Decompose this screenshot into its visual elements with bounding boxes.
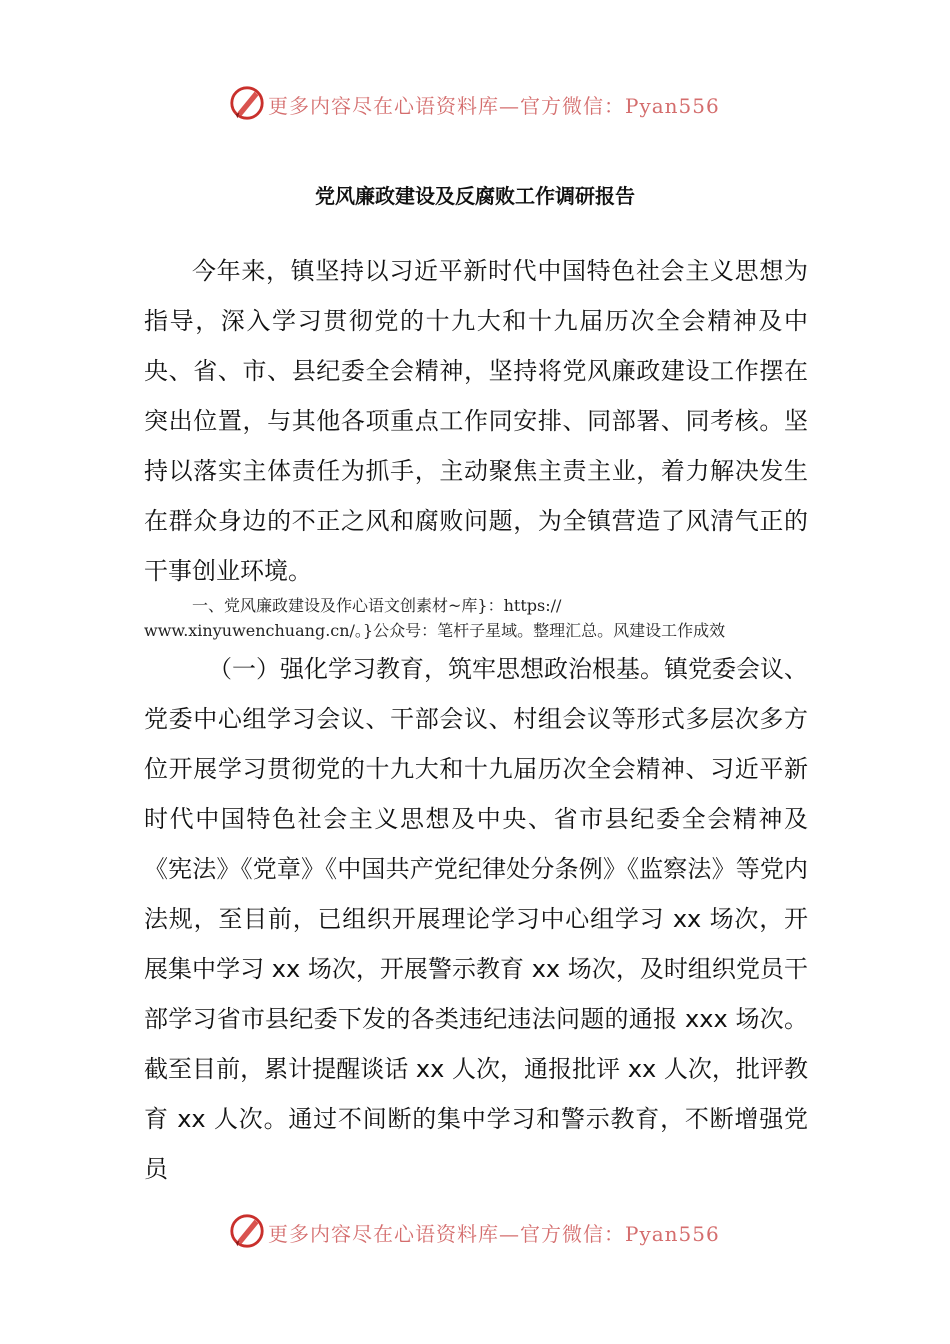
document-title: 党风廉政建设及反腐败工作调研报告: [315, 184, 635, 208]
pen-logo-icon: [228, 84, 266, 122]
banner-text: 更多内容尽在心语资料库—官方微信：Pyan556: [268, 1222, 720, 1246]
source-note-line-1: 一、党风廉政建设及作心语文创素材~库}：https://: [192, 596, 562, 615]
paragraph-intro: 今年来，镇坚持以习近平新时代中国特色社会主义思想为指导，深入学习贯彻党的十九大和十九届历次全会精神及中央、省、市、县纪委全会精神，坚持将党风廉政建设工作摆在突出位置，与其他各项重点工作同安排、同部署、同考核。坚持以落实主体责任为抓手，主动聚焦主责主业，着力解决发生在群众身边的不正之风和腐败问题，为全镇营造了风清气正的干事创业环境。: [144, 257, 808, 585]
header-watermark-banner: [0, 82, 950, 126]
footer-watermark-banner: [0, 1210, 950, 1254]
source-note: [144, 593, 814, 643]
paragraph-study-education: （一）强化学习教育，筑牢思想政治根基。镇党委会议、党委中心组学习会议、干部会议、村组会议等形式多层次多方位开展学习贯彻党的十九大和十九届历次全会精神、习近平新时代中国特色社会主义思想及中央、省市县纪委全会精神及《宪法》《党章》《中国共产党纪律处分条例》《监察法》等党内法规，至目前，已组织开展理论学习中心组学习 xx 场次，开展集中学习 xx 场次，开展警示教育 xx 场次，及时组织党员干部学习省市县纪委下发的各类违纪违法问题的通报 xxx 场次。截至目前，累计提醒谈话 xx 人次，通报批评 xx 人次，批评教育 xx 人次。通过不间断的集中学习和警示教育，不断增强党员: [144, 655, 808, 1183]
pen-logo-icon: [228, 1212, 266, 1250]
banner-text: 更多内容尽在心语资料库—官方微信：Pyan556: [268, 94, 720, 118]
source-note-line-2: www.xinyuwenchuang.cn/。}公众号：笔杆子星域。整理汇总。风建设工作成效: [144, 621, 726, 640]
